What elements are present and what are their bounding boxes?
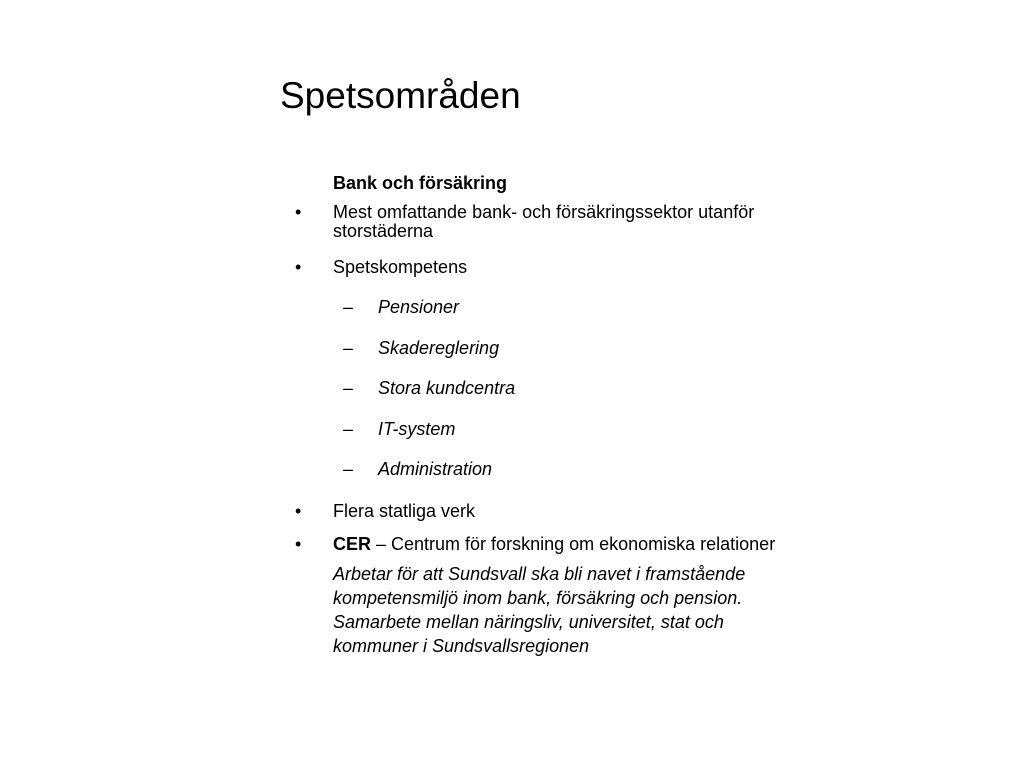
bullet-1-line-1: Mest omfattande bank- och försäkringssektor utanför: [333, 202, 755, 222]
cer-description: [333, 562, 745, 658]
cer-description-line-1: Arbetar för att Sundsvall ska bli navet i framstående: [333, 564, 746, 584]
subitem-it-system: IT-system: [378, 419, 456, 439]
cer-abbreviation: CER: [333, 534, 372, 554]
cer-description-line-3: Samarbete mellan näringsliv, universitet, stat och: [333, 612, 724, 632]
bullet-3-text: Flera statliga verk: [333, 501, 476, 521]
bullet-4-text: [333, 535, 775, 554]
bullet-marker: •: [295, 202, 302, 222]
subitem-skadereglering: Skadereglering: [378, 338, 500, 358]
bullet-2-text: Spetskompetens: [333, 257, 468, 277]
bullet-marker: •: [295, 257, 302, 277]
bullet-marker: •: [295, 534, 302, 554]
dash-marker: –: [343, 419, 354, 439]
subitem-stora-kundcentra: Stora kundcentra: [378, 378, 516, 398]
subitem-pensioner: Pensioner: [378, 297, 460, 317]
cer-full-name: – Centrum för forskning om ekonomiska relationer: [371, 534, 776, 554]
dash-marker: –: [343, 459, 354, 479]
cer-description-line-4: kommuner i Sundsvallsregionen: [333, 636, 590, 656]
slide-title: Spetsområden: [280, 75, 521, 116]
section-subheading: Bank och försäkring: [333, 173, 508, 193]
dash-marker: –: [343, 338, 354, 358]
dash-marker: –: [343, 297, 354, 317]
bullet-1-line-2: storstäderna: [333, 221, 434, 241]
cer-description-line-2: kompetensmiljö inom bank, försäkring och pension.: [333, 588, 743, 608]
subitem-administration: Administration: [378, 459, 493, 479]
bullet-marker: •: [295, 501, 302, 521]
dash-marker: –: [343, 378, 354, 398]
